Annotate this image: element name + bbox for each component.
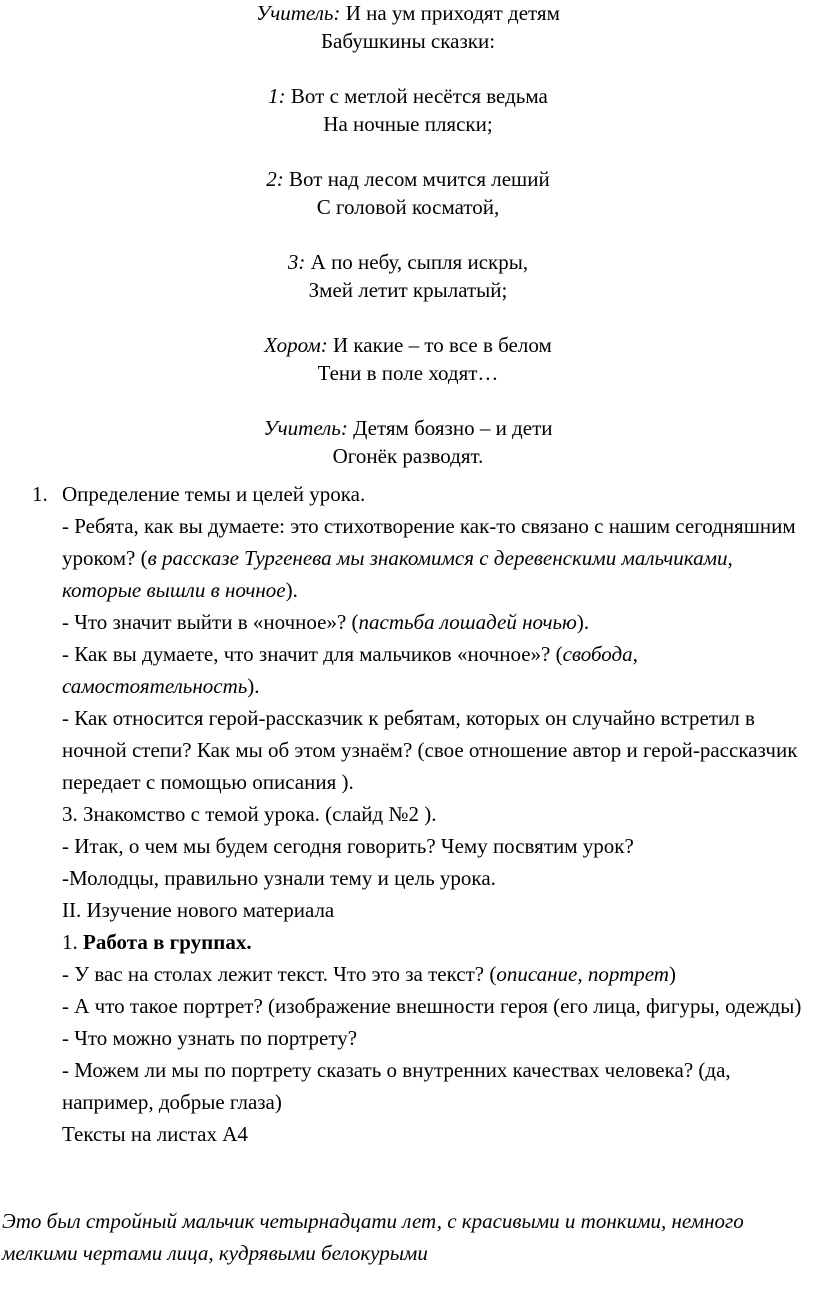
- question-paragraph: - Итак, о чем мы будем сегодня говорить? Чему посвятим урок?: [62, 834, 634, 858]
- question-text: - Ребята, как вы думаете: это стихотворение как-то связано с нашим сегодняшним уроком? (: [62, 514, 796, 570]
- poem-stanza: [0, 332, 816, 387]
- question-paragraph: - А что такое портрет? (изображение внешности героя (его лица, фигуры, одежды): [62, 994, 802, 1018]
- answer-close: ).: [285, 578, 298, 602]
- answer-text: пастьба лошадей ночью: [358, 610, 577, 634]
- answer-text: в рассказе Тургенева мы знакомимся с деревенскими мальчиками, которые вышли в ночное: [62, 546, 733, 602]
- poem-line-text: Вот над лесом мчится леший: [289, 167, 550, 191]
- poem-stanza: [0, 0, 816, 55]
- speaker-label: 2:: [266, 167, 284, 191]
- poem-line: [0, 166, 816, 194]
- question-paragraph: - Как относится герой-рассказчик к ребятам, которых он случайно встретил в ночной степи? Как мы об этом узнаём? (свое отношение автор и герой-рассказчик передает с помощью описания ).: [62, 706, 798, 794]
- materials-note: Тексты на листах А4: [62, 1122, 248, 1146]
- poem-line: На ночные пляски;: [323, 111, 493, 136]
- list-number: 1.: [62, 930, 83, 954]
- poem-line: [0, 83, 816, 111]
- poem-line-text: Детям боязно – и дети: [353, 416, 553, 440]
- poem-line: Огонёк разводят.: [332, 443, 484, 468]
- poem-stanza: [0, 415, 816, 470]
- question-paragraph: [62, 638, 802, 702]
- section-heading: II. Изучение нового материала: [62, 898, 335, 922]
- question-paragraph: [62, 958, 802, 990]
- poem-stanza: [0, 83, 816, 138]
- poem-line-text: И какие – то все в белом: [333, 333, 552, 357]
- question-paragraph: - Что можно узнать по портрету?: [62, 1026, 358, 1050]
- answer-text: свобода, самостоятельность: [62, 642, 638, 698]
- answer-close: ).: [247, 674, 260, 698]
- poem-line: [0, 332, 816, 360]
- poem-line-text: Вот с метлой несётся ведьма: [290, 84, 548, 108]
- answer-close: ).: [576, 610, 590, 634]
- answer-text: описание, портрет: [496, 962, 669, 986]
- speaker-label: 3:: [287, 250, 306, 274]
- group-work-heading: [62, 926, 802, 958]
- poem-line: Тени в поле ходят…: [317, 360, 499, 385]
- answer-close: ): [668, 962, 676, 986]
- poem-line-text: А по небу, сыпля искры,: [310, 250, 529, 274]
- poem-line: Бабушкины сказки:: [320, 28, 496, 53]
- poem-stanza: [0, 249, 816, 304]
- step-heading: 3. Знакомство с темой урока. (слайд №2 ).: [62, 802, 437, 826]
- poem-line: [0, 249, 816, 277]
- question-text: - Как вы думаете, что значит для мальчиков «ночное»? (: [62, 642, 563, 666]
- poem-line: С головой косматой,: [316, 194, 500, 219]
- speaker-label: Учитель:: [256, 1, 341, 25]
- poem: [0, 0, 816, 470]
- speaker-label: Хором:: [264, 333, 328, 357]
- poem-line: [0, 0, 816, 28]
- teacher-remark: -Молодцы, правильно узнали тему и цель урока.: [62, 866, 496, 890]
- poem-line: [0, 415, 816, 443]
- lesson-plan: [32, 478, 802, 1150]
- speaker-label: Учитель:: [263, 416, 348, 440]
- list-item-topic: [32, 478, 802, 510]
- question-text: - Что значит выйти в «ночное»? (: [62, 610, 359, 634]
- speaker-label: 1:: [268, 84, 286, 108]
- question-paragraph: [62, 510, 802, 606]
- portrait-excerpt: Это был стройный мальчик четырнадцати лет, с красивыми и тонкими, немного мелкими чертами лица, кудрявыми белокурыми: [2, 1209, 744, 1265]
- group-work-title: Работа в группах.: [83, 930, 252, 954]
- poem-stanza: [0, 166, 816, 221]
- list-item-text: Определение темы и целей урока.: [62, 482, 366, 506]
- question-paragraph: - Можем ли мы по портрету сказать о внутренних качествах человека? (да, например, добрые глаза): [62, 1058, 731, 1114]
- question-paragraph: [62, 606, 802, 638]
- question-text: - У вас на столах лежит текст. Что это за текст? (: [62, 962, 497, 986]
- poem-line-text: И на ум приходят детям: [345, 1, 560, 25]
- list-number: 1.: [32, 482, 48, 506]
- poem-line: Змей летит крылатый;: [308, 277, 508, 302]
